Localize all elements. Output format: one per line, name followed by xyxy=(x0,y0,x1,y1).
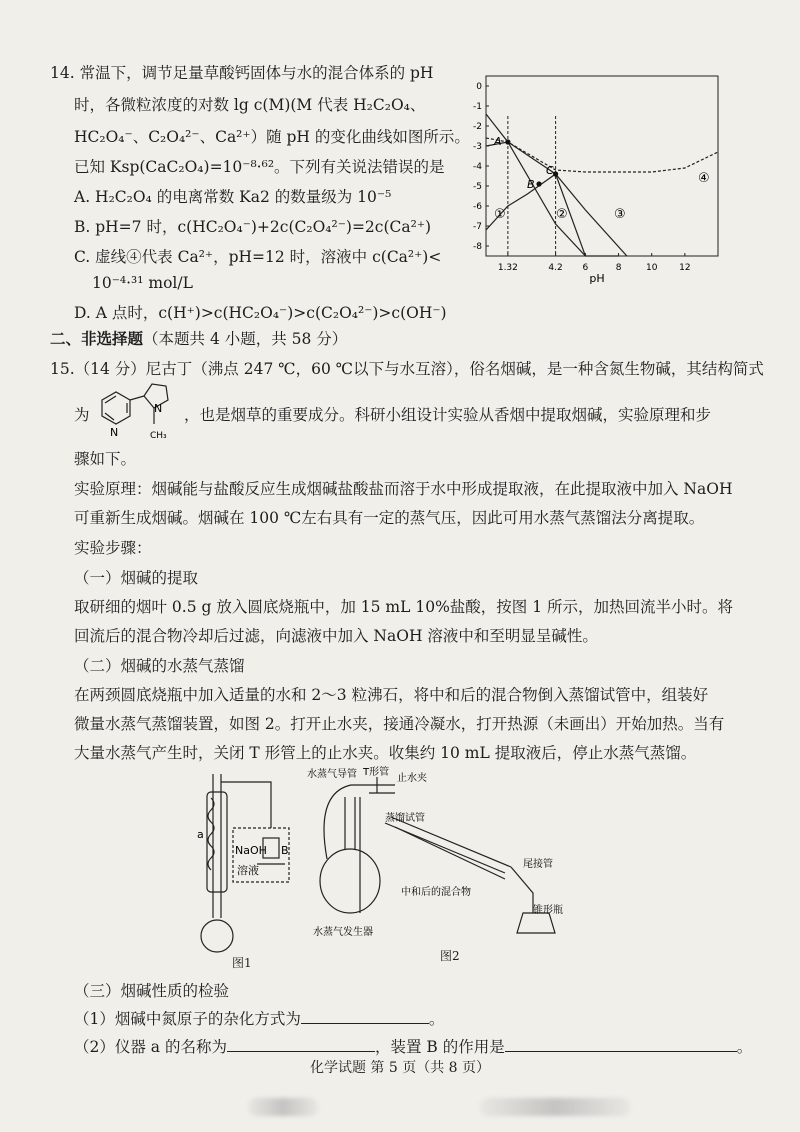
figure-1 xyxy=(185,768,310,968)
q14-option-d: D. A 点时，c(H⁺)>c(HC₂O₄⁻)>c(C₂O₄²⁻)>c(OH⁻) xyxy=(74,304,447,322)
q15-line2a: 为 xyxy=(74,406,90,424)
q15-q2-answer-blank-b[interactable] xyxy=(505,1037,737,1052)
fig2-label-generator: 水蒸气发生器 xyxy=(313,927,373,938)
curve-label-4: ④ xyxy=(698,171,710,186)
y-axis-ticks xyxy=(473,82,489,252)
x-tick-label: 4.2 xyxy=(548,263,563,273)
chart-curves xyxy=(486,114,718,256)
fig2-label-test-tube: 蒸馏试管 xyxy=(385,813,425,824)
section-2-title: 二、非选择题 xyxy=(50,329,144,348)
q14-line1: 14. 常温下，调节足量草酸钙固体与水的混合体系的 pH xyxy=(50,64,434,82)
y-tick-label: -8 xyxy=(473,242,482,252)
fig1-label-naoh: NaOH xyxy=(235,844,267,857)
figure-2-caption: 图2 xyxy=(440,949,460,963)
curve-1 xyxy=(486,114,619,256)
fig2-label-t-tube: T形管 xyxy=(363,767,390,778)
fig1-label-b: B xyxy=(281,844,289,857)
q15-q2-end: 。 xyxy=(736,1038,753,1056)
molecule-ch3: CH₃ xyxy=(150,431,167,441)
point-label-a: A xyxy=(494,135,502,148)
q14-chart xyxy=(462,70,724,285)
x-tick-label: 12 xyxy=(679,263,691,273)
y-tick-label: -7 xyxy=(473,222,482,232)
q15-q1-answer-blank[interactable] xyxy=(301,1009,429,1024)
curve-label-2: ② xyxy=(556,207,568,222)
y-tick-label: -6 xyxy=(473,202,482,212)
fig2-label-steam-tube: 水蒸气导管 xyxy=(307,769,357,780)
q15-line1: 15.（14 分）尼古丁（沸点 247 ℃，60 ℃以下与水互溶），俗名烟碱，是一种含氮生物碱，其结构简式 xyxy=(50,360,764,378)
curve-label-1: ① xyxy=(494,207,506,222)
scan-smudge-right xyxy=(480,1098,630,1116)
q15-step2-line3: 大量水蒸气产生时，关闭 T 形管上的止水夹。收集约 10 mL 提取液后，停止水蒸气蒸馏。 xyxy=(74,744,697,762)
y-tick-label: -1 xyxy=(473,102,482,112)
q15-q2-text-b: ，装置 B 的作用是 xyxy=(374,1038,505,1056)
x-tick-label: 10 xyxy=(645,263,658,273)
chart-point-b xyxy=(536,181,541,186)
point-label-c: C xyxy=(546,164,554,177)
q15-q1-text: （1）烟碱中氮原子的杂化方式为 xyxy=(74,1010,301,1028)
y-tick-label: -2 xyxy=(473,122,482,132)
x-tick-label: 6 xyxy=(582,263,589,273)
y-tick-label: -5 xyxy=(473,182,482,192)
section-2-note: （本题共 4 小题，共 58 分） xyxy=(143,330,348,348)
x-axis-label: pH xyxy=(589,272,605,285)
y-tick-label: -4 xyxy=(473,162,482,172)
q14-line3: HC₂O₄⁻、C₂O₄²⁻、Ca²⁺）随 pH 的变化曲线如图所示。 xyxy=(74,128,470,146)
q15-step1-line2: 回流后的混合物冷却后过滤，向滤液中加入 NaOH 溶液中和至明显呈碱性。 xyxy=(74,627,598,645)
curve-4 xyxy=(486,138,718,172)
q15-principle-line2: 可重新生成烟碱。烟碱在 100 ℃左右具有一定的蒸气压，因此可用水蒸气蒸馏法分离提取。 xyxy=(74,509,705,527)
q14-option-c-line2: 10⁻⁴·³¹ mol/L xyxy=(92,274,193,292)
q15-question-2 xyxy=(74,1036,752,1058)
fig2-label-flask: 锥形瓶 xyxy=(533,905,563,916)
q15-step3-title: （三）烟碱性质的检验 xyxy=(74,982,230,1000)
q15-step2-line1: 在两颈圆底烧瓶中加入适量的水和 2～3 粒沸石，将中和后的混合物倒入蒸馏试管中，组装好 xyxy=(74,686,709,704)
q15-q2-text-a: （2）仪器 a 的名称为 xyxy=(74,1038,227,1056)
fig2-label-adapter: 尾接管 xyxy=(523,859,553,870)
chart-point-c xyxy=(553,171,558,176)
y-tick-label: 0 xyxy=(476,82,482,92)
fig1-label-solution: 溶液 xyxy=(237,864,259,877)
molecule-n-pyrrolidine: N xyxy=(154,402,163,415)
q15-question-1 xyxy=(74,1008,444,1030)
section-2-header xyxy=(50,328,347,350)
scan-smudge-left xyxy=(248,1098,318,1116)
figure-2 xyxy=(305,763,565,943)
q15-step1-line1: 取研细的烟叶 0.5 g 放入圆底烧瓶中，加 15 mL 10%盐酸，按图 1 所示，加热回流半小时。将 xyxy=(74,598,734,616)
q14-option-a: A. H₂C₂O₄ 的电离常数 Ka2 的数量级为 10⁻⁵ xyxy=(74,188,392,206)
figure-1-caption: 图1 xyxy=(232,956,252,970)
q14-option-c-line1: C. 虚线④代表 Ca²⁺，pH=12 时，溶液中 c(Ca²⁺)< xyxy=(74,248,442,266)
molecule-n-pyridine: N xyxy=(110,426,119,439)
y-axis-label xyxy=(462,133,463,167)
curve-3 xyxy=(486,142,627,256)
q15-step2-title: （二）烟碱的水蒸气蒸馏 xyxy=(74,657,245,675)
fig2-label-mixture: 中和后的混合物 xyxy=(401,887,471,898)
q15-q1-end: 。 xyxy=(428,1010,445,1028)
nicotine-structure xyxy=(92,378,184,444)
q15-principle-line1: 实验原理：烟碱能与盐酸反应生成烟碱盐酸盐而溶于水中形成提取液，在此提取液中加入 NaOH xyxy=(74,480,733,498)
point-label-b: B xyxy=(527,178,535,191)
y-tick-label: -3 xyxy=(473,142,482,152)
q15-q2-answer-blank-a[interactable] xyxy=(227,1037,375,1052)
x-tick-label: 1.32 xyxy=(497,263,518,273)
x-tick-label: 8 xyxy=(615,263,622,273)
page-footer: 化学试题 第 5 页（共 8 页） xyxy=(309,1060,491,1076)
fig1-label-a: a xyxy=(197,828,204,841)
q14-option-b: B. pH=7 时，c(HC₂O₄⁻)+2c(C₂O₄²⁻)=2c(Ca²⁺) xyxy=(74,218,432,236)
q14-line4: 已知 Ksp(CaC₂O₄)=10⁻⁸·⁶²。下列有关说法错误的是 xyxy=(74,158,445,176)
q15-step2-line2: 微量水蒸气蒸馏装置，如图 2。打开止水夹，接通冷凝水，打开热源（未画出）开始加热。当有 xyxy=(74,715,725,733)
chart-point-a xyxy=(505,139,510,144)
fig2-label-clamp: 止水夹 xyxy=(397,773,427,784)
q15-step1-title: （一）烟碱的提取 xyxy=(74,569,199,587)
q15-steps-label: 实验步骤： xyxy=(74,539,152,557)
q15-line3: 骤如下。 xyxy=(74,450,137,468)
curve-label-3: ③ xyxy=(614,207,626,222)
q14-line2: 时，各微粒浓度的对数 lg c(M)(M 代表 H₂C₂O₄、 xyxy=(74,96,426,114)
q15-line2b: ，也是烟草的重要成分。科研小组设计实验从香烟中提取烟碱，实验原理和步 xyxy=(184,406,712,424)
